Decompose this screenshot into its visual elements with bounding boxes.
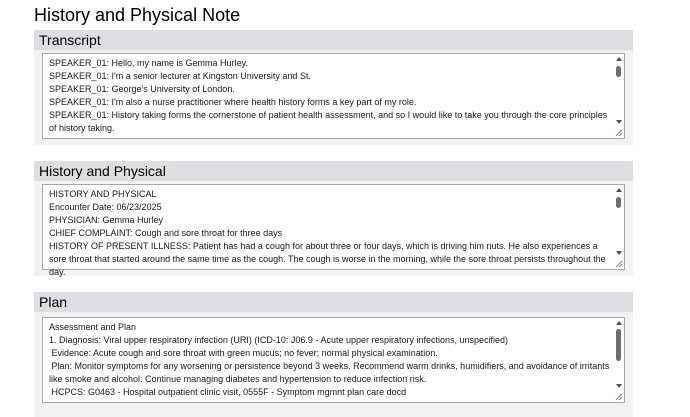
- transcript-textarea[interactable]: [42, 53, 625, 139]
- history-section: [34, 161, 633, 276]
- scroll-thumb[interactable]: [616, 66, 621, 77]
- scroll-up-arrow-icon[interactable]: [616, 57, 622, 61]
- transcript-header: Transcript: [34, 30, 633, 50]
- transcript-scrollbar[interactable]: [613, 54, 624, 138]
- plan-header: Plan: [34, 292, 633, 312]
- scroll-up-arrow-icon[interactable]: [616, 188, 622, 192]
- scroll-thumb[interactable]: [616, 197, 621, 208]
- plan-scrollbar[interactable]: [613, 318, 624, 402]
- scroll-down-arrow-icon[interactable]: [616, 251, 622, 255]
- plan-section: [34, 292, 633, 417]
- history-text: HISTORY AND PHYSICAL Encounter Date: 06/23/2025 PHYSICIAN: Gemma Hurley CHIEF COMPLAINT: Cough and sore throat for three days HISTORY OF PRESENT ILLNESS: Patient has had a cough for about three or four days, which is driving him nuts. He also experiences a sore throat that started around the same time as the cough. The cough is worse in the morning, while the sore throat persists throughout the day.: [49, 189, 606, 277]
- resize-grip-icon[interactable]: [615, 129, 623, 137]
- scroll-down-arrow-icon[interactable]: [616, 384, 622, 388]
- scroll-thumb[interactable]: [616, 329, 621, 361]
- transcript-section: [34, 30, 633, 145]
- scroll-up-arrow-icon[interactable]: [616, 321, 622, 325]
- history-header: History and Physical: [34, 161, 633, 181]
- history-scrollbar[interactable]: [613, 185, 624, 269]
- page-title: History and Physical Note: [34, 5, 241, 25]
- transcript-text: SPEAKER_01: Hello, my name is Gemma Hurley. SPEAKER_01: I'm a senior lecturer at Kingston University and St. SPEAKER_01: George's University of London. SPEAKER_01: I'm also a nurse practitioner where health history forms a key part of my role. SPEAKER_01: History taking forms the cornerstone of patient health assessment, and so I would like to take you through the core principles of history taking.: [49, 58, 608, 133]
- scroll-down-arrow-icon[interactable]: [616, 120, 622, 124]
- resize-grip-icon[interactable]: [615, 393, 623, 401]
- plan-textarea[interactable]: [42, 317, 625, 403]
- history-textarea[interactable]: [42, 184, 625, 277]
- resize-grip-icon[interactable]: [615, 260, 623, 268]
- plan-text: Assessment and Plan 1. Diagnosis: Viral upper respiratory infection (URI) (ICD-10: J06.9 - Acute upper respiratory infections, unspecified) Evidence: Acute cough and sore throat with green mucus; no fever; normal physical examination. Plan: Monitor symptoms for any worsening or persistence beyond 3 weeks. Recommend warm drinks, humidifiers, and avoidance of irritants like smoke and alcohol. Continue managing diabetes and hypertension to reduce infection risk. HCPCS: G0463 - Hospital outpatient clinic visit, 0555F - Symptom mgmnt plan care docd: [49, 322, 610, 397]
